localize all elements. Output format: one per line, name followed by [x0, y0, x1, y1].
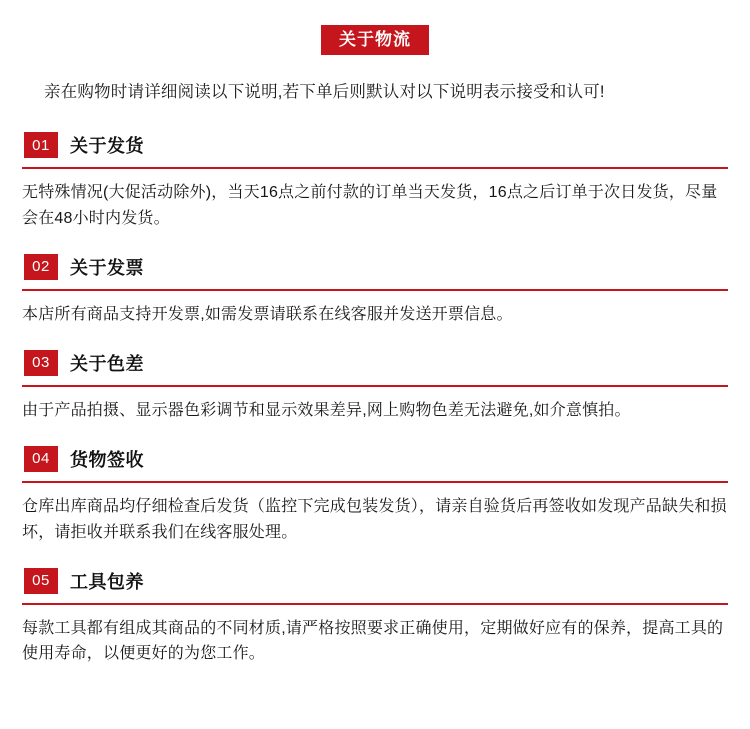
section-header	[22, 132, 728, 158]
section-number: 01	[24, 132, 58, 158]
section-title: 关于色差	[70, 353, 144, 374]
section-body: 每款工具都有组成其商品的不同材质,请严格按照要求正确使用，定期做好应有的保养，提高工具的使用寿命，以便更好的为您工作。	[22, 619, 724, 663]
section-header	[22, 446, 728, 472]
section-number: 02	[24, 254, 58, 280]
section-body: 无特殊情况(大促活动除外)，当天16点之前付款的订单当天发货，16点之后订单于次日发货，尽量会在48小时内发货。	[22, 184, 718, 227]
section-divider	[22, 385, 728, 387]
section-divider	[22, 481, 728, 483]
section-goods-receipt	[22, 446, 728, 546]
section-divider	[22, 289, 728, 291]
section-body: 由于产品拍摄、显示器色彩调节和显示效果差异,网上购物色差无法避免,如介意慎拍。	[22, 401, 631, 419]
section-number: 04	[24, 446, 58, 472]
section-shipping	[22, 132, 728, 232]
section-body: 本店所有商品支持开发票,如需发票请联系在线客服并发送开票信息。	[22, 305, 513, 323]
intro-text: 亲在购物时请详细阅读以下说明,若下单后则默认对以下说明表示接受和认可!	[44, 83, 605, 101]
section-number: 03	[24, 350, 58, 376]
header-badge-row	[22, 0, 728, 55]
section-invoice	[22, 254, 728, 328]
section-number: 05	[24, 568, 58, 594]
section-tool-maintenance	[22, 568, 728, 668]
page-title-badge: 关于物流	[321, 25, 429, 55]
section-body: 仓库出库商品均仔细检查后发货（监控下完成包装发货），请亲自验货后再签收如发现产品缺失和损坏，请拒收并联系我们在线客服处理。	[22, 497, 727, 541]
section-divider	[22, 167, 728, 169]
section-divider	[22, 603, 728, 605]
section-color-difference	[22, 350, 728, 424]
section-header	[22, 568, 728, 594]
section-header	[22, 350, 728, 376]
section-title: 货物签收	[70, 449, 144, 470]
section-title: 关于发票	[70, 257, 144, 278]
section-title: 关于发货	[70, 136, 144, 157]
section-header	[22, 254, 728, 280]
section-title: 工具包养	[70, 571, 144, 592]
